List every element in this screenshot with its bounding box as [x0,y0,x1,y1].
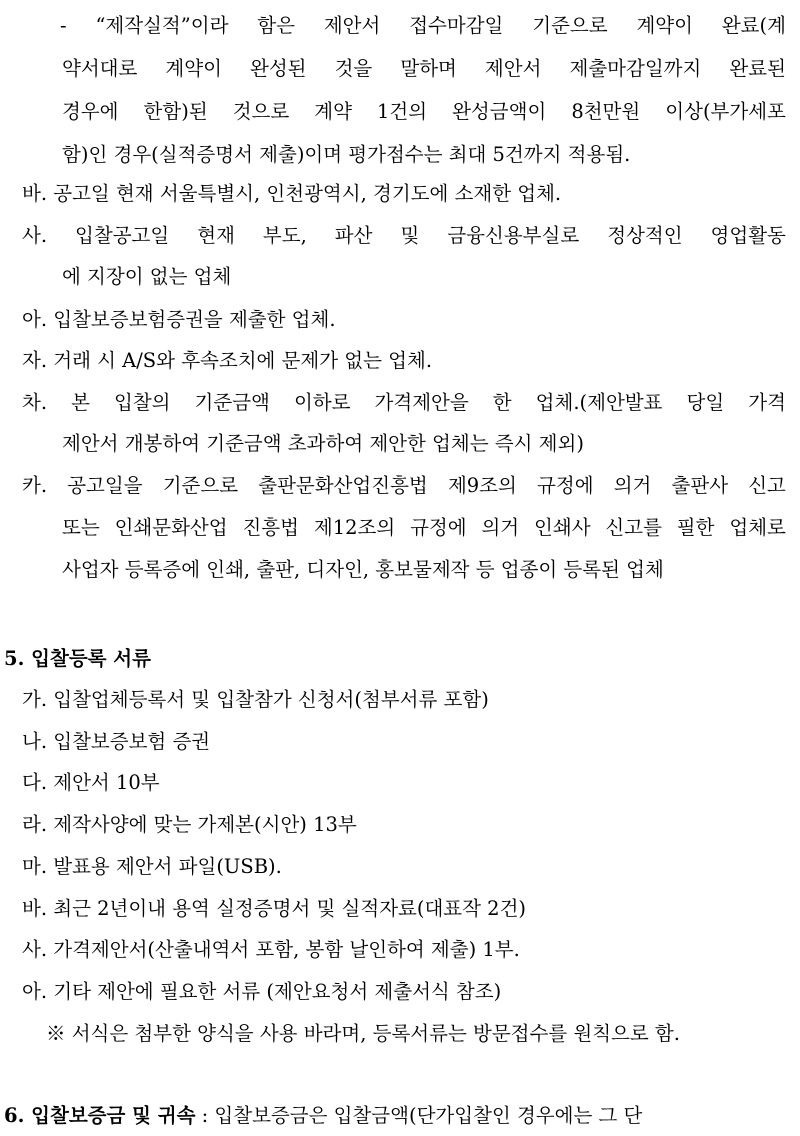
word: 것을 [334,57,373,80]
word: 신고를 [605,516,662,539]
section5-item-na-text: 나. 입찰보증보험 증권 [22,730,211,753]
word: 인쇄문화산업 [114,516,228,539]
word: 가격 [748,391,786,414]
word: 완성금액이 [452,100,547,123]
item-cha-line-2 [62,430,584,458]
word: “제작실적”이라 [95,14,229,37]
word: 금융신용부실로 [447,224,580,247]
section5-item-ma-text: 마. 발표용 제안서 파일(USB). [22,855,282,878]
section5-item-sa [22,936,520,964]
dash-note-line-4 [62,141,630,169]
item-ka-line-1 [22,472,786,500]
word: 파산 [334,224,373,247]
word: 차. [22,391,48,414]
section5-item-ra-text: 라. 제작사양에 맞는 가제본(시안) 13부 [22,813,357,836]
word: 현재 [197,224,235,247]
word: 경우에 [62,100,119,123]
section5-note-text: ※ 서식은 첨부한 양식을 사용 바라며, 등록서류는 방문접수를 원칙으로 함. [46,1022,680,1045]
section5-item-a-text: 아. 기타 제안에 필요한 서류 (제안요청서 제출서식 참조) [22,980,502,1003]
word: 출판문화산업진흥법 [258,474,428,497]
item-sa-line-1 [22,222,786,250]
section5-item-ga [22,686,489,714]
word: 완료(계 [721,14,786,37]
word: 완료된 [729,57,786,80]
section5-item-sa-text: 사. 가격제안서(산출내역서 포함, 봉함 날인하여 제출) 1부. [22,938,520,961]
word: 접수마감일 [409,14,504,37]
section5-item-ma [22,853,282,881]
word: 업체.(제안발표 [535,391,663,414]
item-sa-line-2 [62,263,231,291]
word: 제출마감일까지 [569,57,702,80]
word: - [60,14,67,37]
word: 이하로 [293,391,351,414]
word: 본 [71,391,90,414]
word: 및 [400,224,420,247]
word: 계약 [314,100,352,123]
word: 진흥법 [242,516,299,539]
word: 입찰공고일 [75,224,170,247]
word: 기준으로 [162,474,239,497]
section5-heading-text: 5. 입찰등록 서류 [4,647,151,670]
word: 제안서 [323,14,381,37]
dash-note-line-1 [60,12,786,40]
word: 것으로 [232,100,290,123]
word: 규정에 [537,474,594,497]
item-ja [22,347,432,375]
item-sa-text-1 [22,222,786,250]
section5-item-a [22,978,501,1006]
dash-note-line-2 [62,55,786,83]
item-cha-text-2: 제안서 개봉하여 기준금액 초과하여 제안한 업체는 즉시 제외) [62,432,584,455]
section5-item-ba-text: 바. 최근 2년이내 용역 실정증명서 및 실적자료(대표작 2건) [22,897,527,920]
word: 말하며 [400,57,457,80]
word: 출판사 [671,474,729,497]
word: 완성된 [250,57,307,80]
word: 제안서 [484,57,542,80]
section5-item-ga-text: 가. 입찰업체등록서 및 입찰참가 신청서(첨부서류 포함) [22,688,489,711]
section5-item-na [22,728,210,756]
section5-item-ra [22,811,357,839]
word: 카. [22,474,48,497]
word: 업체로 [729,516,786,539]
section6-heading: 6. 입찰보증금 및 귀속 [4,1104,196,1127]
section5-heading [4,645,151,673]
section6-text: : 입찰보증금은 입찰금액(단가입찰인 경우에는 그 단 [195,1104,643,1127]
word: 1건의 [376,100,428,123]
item-a-text: 아. 입찰보증보험증권을 제출한 업체. [22,308,336,331]
item-ba-text: 바. 공고일 현재 서울특별시, 인천광역시, 경기도에 소재한 업체. [22,182,562,205]
word: 정상적인 [607,224,683,247]
word: 영업활동 [710,224,786,247]
word: 공고일을 [67,474,143,497]
word: 신고 [748,474,786,497]
dash-note-text-2 [62,55,786,83]
item-sa-text-2: 에 지장이 없는 업체 [62,265,232,288]
item-ba [22,180,561,208]
word: 인쇄사 [534,516,591,539]
item-ka-line-2 [62,514,786,542]
section5-note [46,1020,680,1048]
item-cha-line-1 [22,389,786,417]
item-ka-line-3 [62,556,664,584]
item-ka-text-2 [62,514,786,542]
word: 의거 [481,516,520,539]
section5-item-da-text: 다. 제안서 10부 [22,771,160,794]
word: 함은 [257,14,295,37]
word: 이상(부가세포 [665,100,786,123]
section5-item-da [22,769,160,797]
word: 약서대로 [62,57,138,80]
word: 제12조의 [313,516,396,539]
section6-line [4,1102,786,1130]
word: 기준금액 [194,391,270,414]
word: 사. [22,224,48,247]
word: 기준으로 [532,14,608,37]
dash-note-text-4: 함)인 경우(실적증명서 제출)이며 평가점수는 최대 5건까지 적용됨. [62,143,631,166]
item-ka-text-1 [22,472,786,500]
word: 규정에 [410,516,467,539]
dash-note-text-1 [60,12,786,40]
word: 한 [492,391,512,414]
item-ja-text: 자. 거래 시 A/S와 후속조치에 문제가 없는 업체. [22,349,433,372]
dash-note-text-3 [62,98,786,126]
word: 계약이 [636,14,693,37]
word: 가격제안을 [374,391,469,414]
word: 한함)된 [143,100,208,123]
item-a [22,306,336,334]
section5-item-ba [22,895,526,923]
word: 필한 [676,516,715,539]
word: 제9조의 [447,474,517,497]
word: 부도, [262,224,307,247]
item-cha-text-1 [22,389,786,417]
word: 의거 [613,474,652,497]
word: 계약이 [165,57,222,80]
word: 당일 [686,391,725,414]
word: 또는 [62,516,100,539]
word: 8천만원 [571,100,641,123]
item-ka-text-3: 사업자 등록증에 인쇄, 출판, 디자인, 홍보물제작 등 업종이 등록된 업체 [62,558,664,581]
dash-note-line-3 [62,98,786,126]
word: 입찰의 [113,391,171,414]
